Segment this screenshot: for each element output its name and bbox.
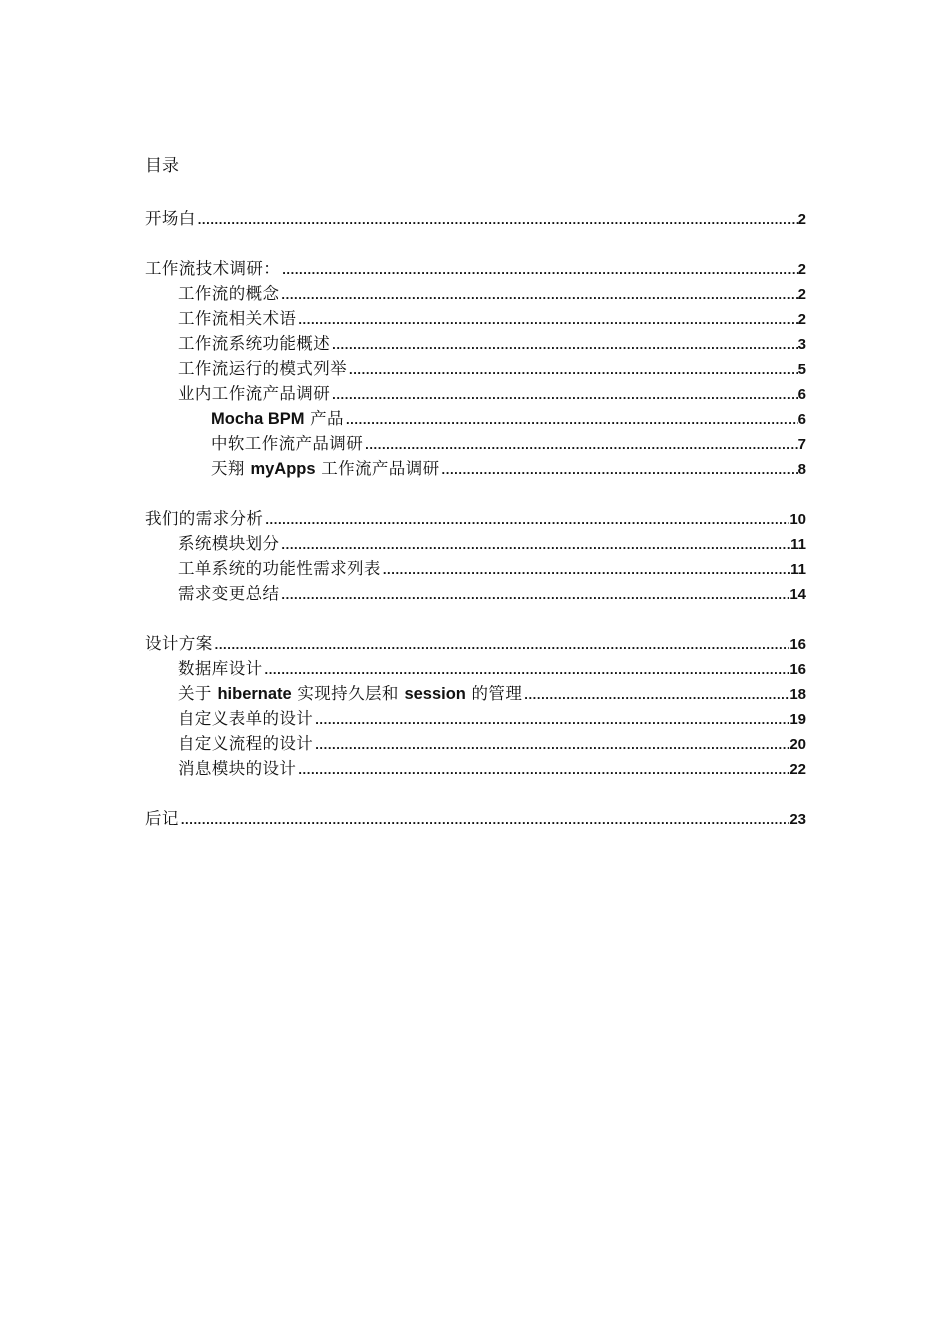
toc-entry-title	[145, 207, 196, 231]
toc-dot-leader	[213, 633, 790, 657]
toc-entry-title	[178, 682, 522, 706]
toc-entry-title	[178, 357, 347, 381]
toc-entry-title	[178, 282, 279, 306]
toc-entry-title-part: 工单系统的功能性需求列表	[178, 559, 381, 578]
toc-entry[interactable]	[145, 707, 806, 732]
toc-entry-title	[211, 432, 363, 456]
toc-dot-leader	[330, 383, 798, 407]
toc-entry[interactable]	[145, 282, 806, 307]
toc-entry[interactable]	[145, 682, 806, 707]
toc-dot-leader	[344, 408, 798, 432]
toc-entry-title	[178, 532, 279, 556]
toc-entry-title	[178, 557, 381, 581]
toc-entry[interactable]	[145, 207, 806, 232]
toc-entry[interactable]	[145, 432, 806, 457]
toc-entry-title	[178, 307, 296, 331]
toc-entry-title	[145, 807, 179, 831]
toc-dot-leader	[279, 283, 797, 307]
toc-entry-title	[145, 257, 280, 281]
toc-dot-leader	[347, 358, 798, 382]
toc-entry[interactable]	[145, 582, 806, 607]
toc-entry-title-part: 开场白	[145, 209, 196, 228]
toc-entry-title	[178, 657, 263, 681]
toc-entry-title-part: 自定义表单的设计	[178, 709, 314, 728]
toc-dot-leader	[313, 708, 789, 732]
toc-page-number: 5	[797, 361, 806, 378]
toc-page-number: 2	[797, 311, 806, 328]
toc-page-number: 18	[789, 686, 806, 703]
toc-entry-title-part: session	[404, 685, 466, 703]
toc-page-number: 2	[797, 261, 806, 278]
toc-entry-title-part: 工作流产品调研	[315, 459, 440, 478]
toc-entry[interactable]	[145, 307, 806, 332]
toc-page-number: 16	[789, 661, 806, 678]
toc-title: 目录	[145, 156, 179, 176]
toc-entry-title-part: 消息模块的设计	[178, 759, 297, 778]
toc-dot-leader	[263, 658, 790, 682]
toc-page-number: 6	[797, 386, 806, 403]
toc-dot-leader	[313, 733, 789, 757]
toc-dot-leader	[279, 583, 789, 607]
toc-entry-title-part: 业内工作流产品调研	[178, 384, 331, 403]
toc-page-number: 19	[789, 711, 806, 728]
toc-entry-title-part: 工作流技术调研：	[145, 259, 281, 278]
toc-entry[interactable]	[145, 532, 806, 557]
toc-page-number: 22	[789, 761, 806, 778]
toc-entry-title	[178, 757, 296, 781]
toc-page-number: 6	[797, 411, 806, 428]
toc-entry-title-part: myApps	[250, 460, 316, 478]
toc-page-number: 14	[789, 586, 806, 603]
toc-entry[interactable]	[145, 457, 806, 482]
toc-entry[interactable]	[145, 807, 806, 832]
toc-entry[interactable]	[145, 632, 806, 657]
toc-entry-title-part: 关于	[178, 684, 218, 703]
toc-page-number: 2	[797, 286, 806, 303]
toc-entry[interactable]	[145, 757, 806, 782]
toc-entry-title-part: 后记	[145, 809, 179, 828]
toc-entry-title	[145, 507, 263, 531]
toc-entry[interactable]	[145, 257, 806, 282]
toc-entry-title-part: 实现持久层和	[291, 684, 405, 703]
toc-dot-leader	[381, 558, 790, 582]
toc-page-number: 7	[797, 436, 806, 453]
toc-page-number: 20	[789, 736, 806, 753]
toc-entry-title	[178, 332, 330, 356]
toc-entry[interactable]	[145, 557, 806, 582]
toc-page-number: 3	[797, 336, 806, 353]
toc-entry-title-part: 我们的需求分析	[145, 509, 264, 528]
toc-entry-title-part: 数据库设计	[178, 659, 263, 678]
toc-page-number: 10	[789, 511, 806, 528]
toc-entry-title	[178, 732, 313, 756]
toc-entry-title-part: 的管理	[465, 684, 523, 703]
toc-entry-title-part: Mocha BPM	[211, 410, 305, 428]
toc-entry-title	[178, 582, 279, 606]
toc-dot-leader	[522, 683, 789, 707]
toc-dot-leader	[440, 458, 798, 482]
toc-entry-title-part: hibernate	[217, 685, 292, 703]
toc-entry-title-part: 中软工作流产品调研	[211, 434, 364, 453]
toc-dot-leader	[330, 333, 798, 357]
toc-dot-leader	[263, 508, 789, 532]
toc-entry-title-part: 需求变更总结	[178, 584, 280, 603]
toc-entry[interactable]	[145, 382, 806, 407]
toc-dot-leader	[179, 808, 790, 832]
toc-entry-title	[178, 382, 330, 406]
toc-page-number: 23	[789, 811, 806, 828]
toc-entry-title-part: 设计方案	[145, 634, 213, 653]
toc-entry-title-part: 工作流相关术语	[178, 309, 297, 328]
toc-entry-title	[178, 707, 313, 731]
toc-entry-title-part: 工作流的概念	[178, 284, 280, 303]
toc-entry-title-part: 工作流系统功能概述	[178, 334, 331, 353]
toc-entry[interactable]	[145, 657, 806, 682]
toc-entry-title-part: 工作流运行的模式列举	[178, 359, 347, 378]
toc-page-number: 8	[797, 461, 806, 478]
toc-entry[interactable]	[145, 407, 806, 432]
toc-entry-title-part: 天翔	[211, 459, 251, 478]
toc-entry-title-part: 自定义流程的设计	[178, 734, 314, 753]
toc-dot-leader	[280, 258, 797, 282]
toc-page-number: 11	[790, 561, 806, 578]
toc-dot-leader	[196, 208, 798, 232]
toc-entry-title-part: 产品	[304, 409, 344, 428]
toc-page-number: 16	[789, 636, 806, 653]
toc-page-number: 11	[790, 536, 806, 553]
toc-entry[interactable]	[145, 507, 806, 532]
toc-dot-leader	[363, 433, 798, 457]
toc-entry-title	[145, 632, 213, 656]
toc-entry-title	[211, 407, 344, 431]
toc-entry-title-part: 系统模块划分	[178, 534, 280, 553]
toc-entry[interactable]	[145, 732, 806, 757]
toc-dot-leader	[296, 758, 789, 782]
table-of-contents	[145, 207, 806, 832]
toc-entry[interactable]	[145, 332, 806, 357]
toc-entry[interactable]	[145, 357, 806, 382]
toc-dot-leader	[279, 533, 790, 557]
toc-dot-leader	[296, 308, 797, 332]
toc-page-number: 2	[797, 211, 806, 228]
toc-entry-title	[211, 457, 440, 481]
